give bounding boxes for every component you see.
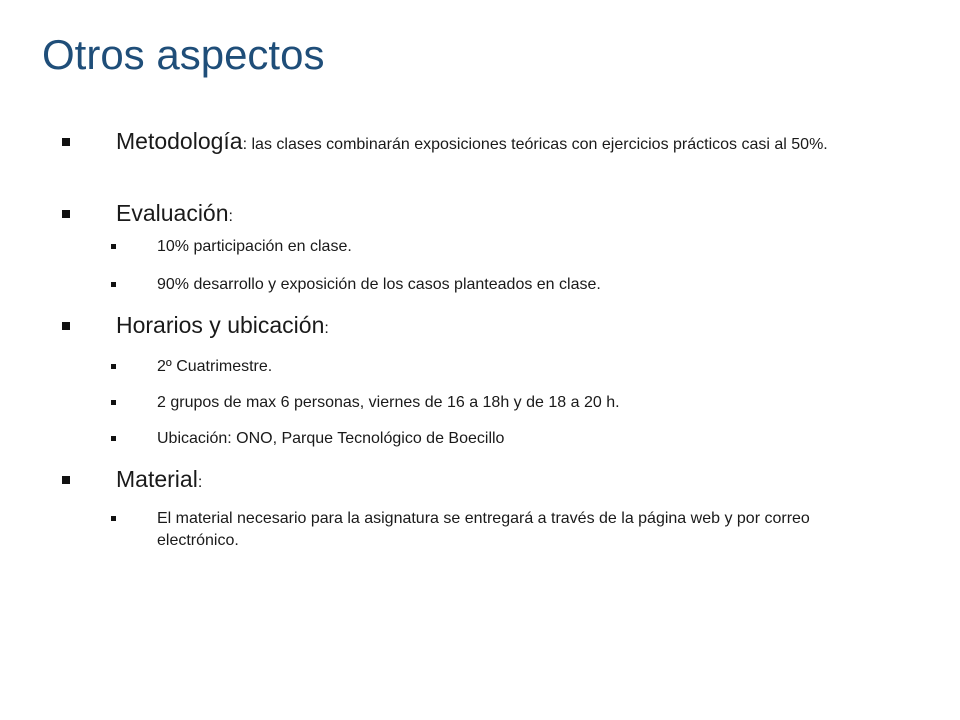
bullet-text [116, 128, 856, 156]
bullet-text [116, 312, 856, 340]
square-bullet-icon [111, 364, 116, 369]
subbullet-text: 10% participación en clase. [157, 238, 352, 255]
square-bullet-icon [111, 244, 116, 249]
subbullet-text: 2º Cuatrimestre. [157, 358, 273, 375]
bullet-detail: : [197, 474, 203, 491]
bullet-detail: : [228, 208, 233, 225]
bullet-text [116, 466, 856, 494]
square-bullet-icon [62, 210, 70, 218]
subbullet-text: Ubicación: ONO, Parque Tecnológico de Boecillo [157, 430, 505, 447]
bullet-heading: Evaluación [116, 200, 229, 226]
square-bullet-icon [111, 400, 116, 405]
bullet-heading: Material [116, 466, 198, 492]
square-bullet-icon [62, 322, 70, 330]
bullet-detail: : las clases combinarán exposiciones teóricas con ejercicios prácticos casi al 50%. [242, 136, 828, 153]
square-bullet-icon [111, 282, 116, 287]
square-bullet-icon [111, 516, 116, 521]
square-bullet-icon [111, 436, 116, 441]
bullet-detail: : [324, 320, 329, 337]
bullet-text [116, 200, 856, 228]
square-bullet-icon [62, 138, 70, 146]
subbullet-text: 90% desarrollo y exposición de los casos planteados en clase. [157, 276, 601, 293]
square-bullet-icon [62, 476, 70, 484]
bullet-heading: Horarios y ubicación [116, 312, 325, 338]
slide-title: Otros aspectos [42, 31, 325, 78]
bullet-heading: Metodología [116, 128, 243, 154]
subbullet-text: El material necesario para la asignatura se entregará a través de la página web y por correo electrónico. [157, 510, 810, 549]
subbullet-text: 2 grupos de max 6 personas, viernes de 16 a 18h y de 18 a 20 h. [157, 394, 620, 411]
